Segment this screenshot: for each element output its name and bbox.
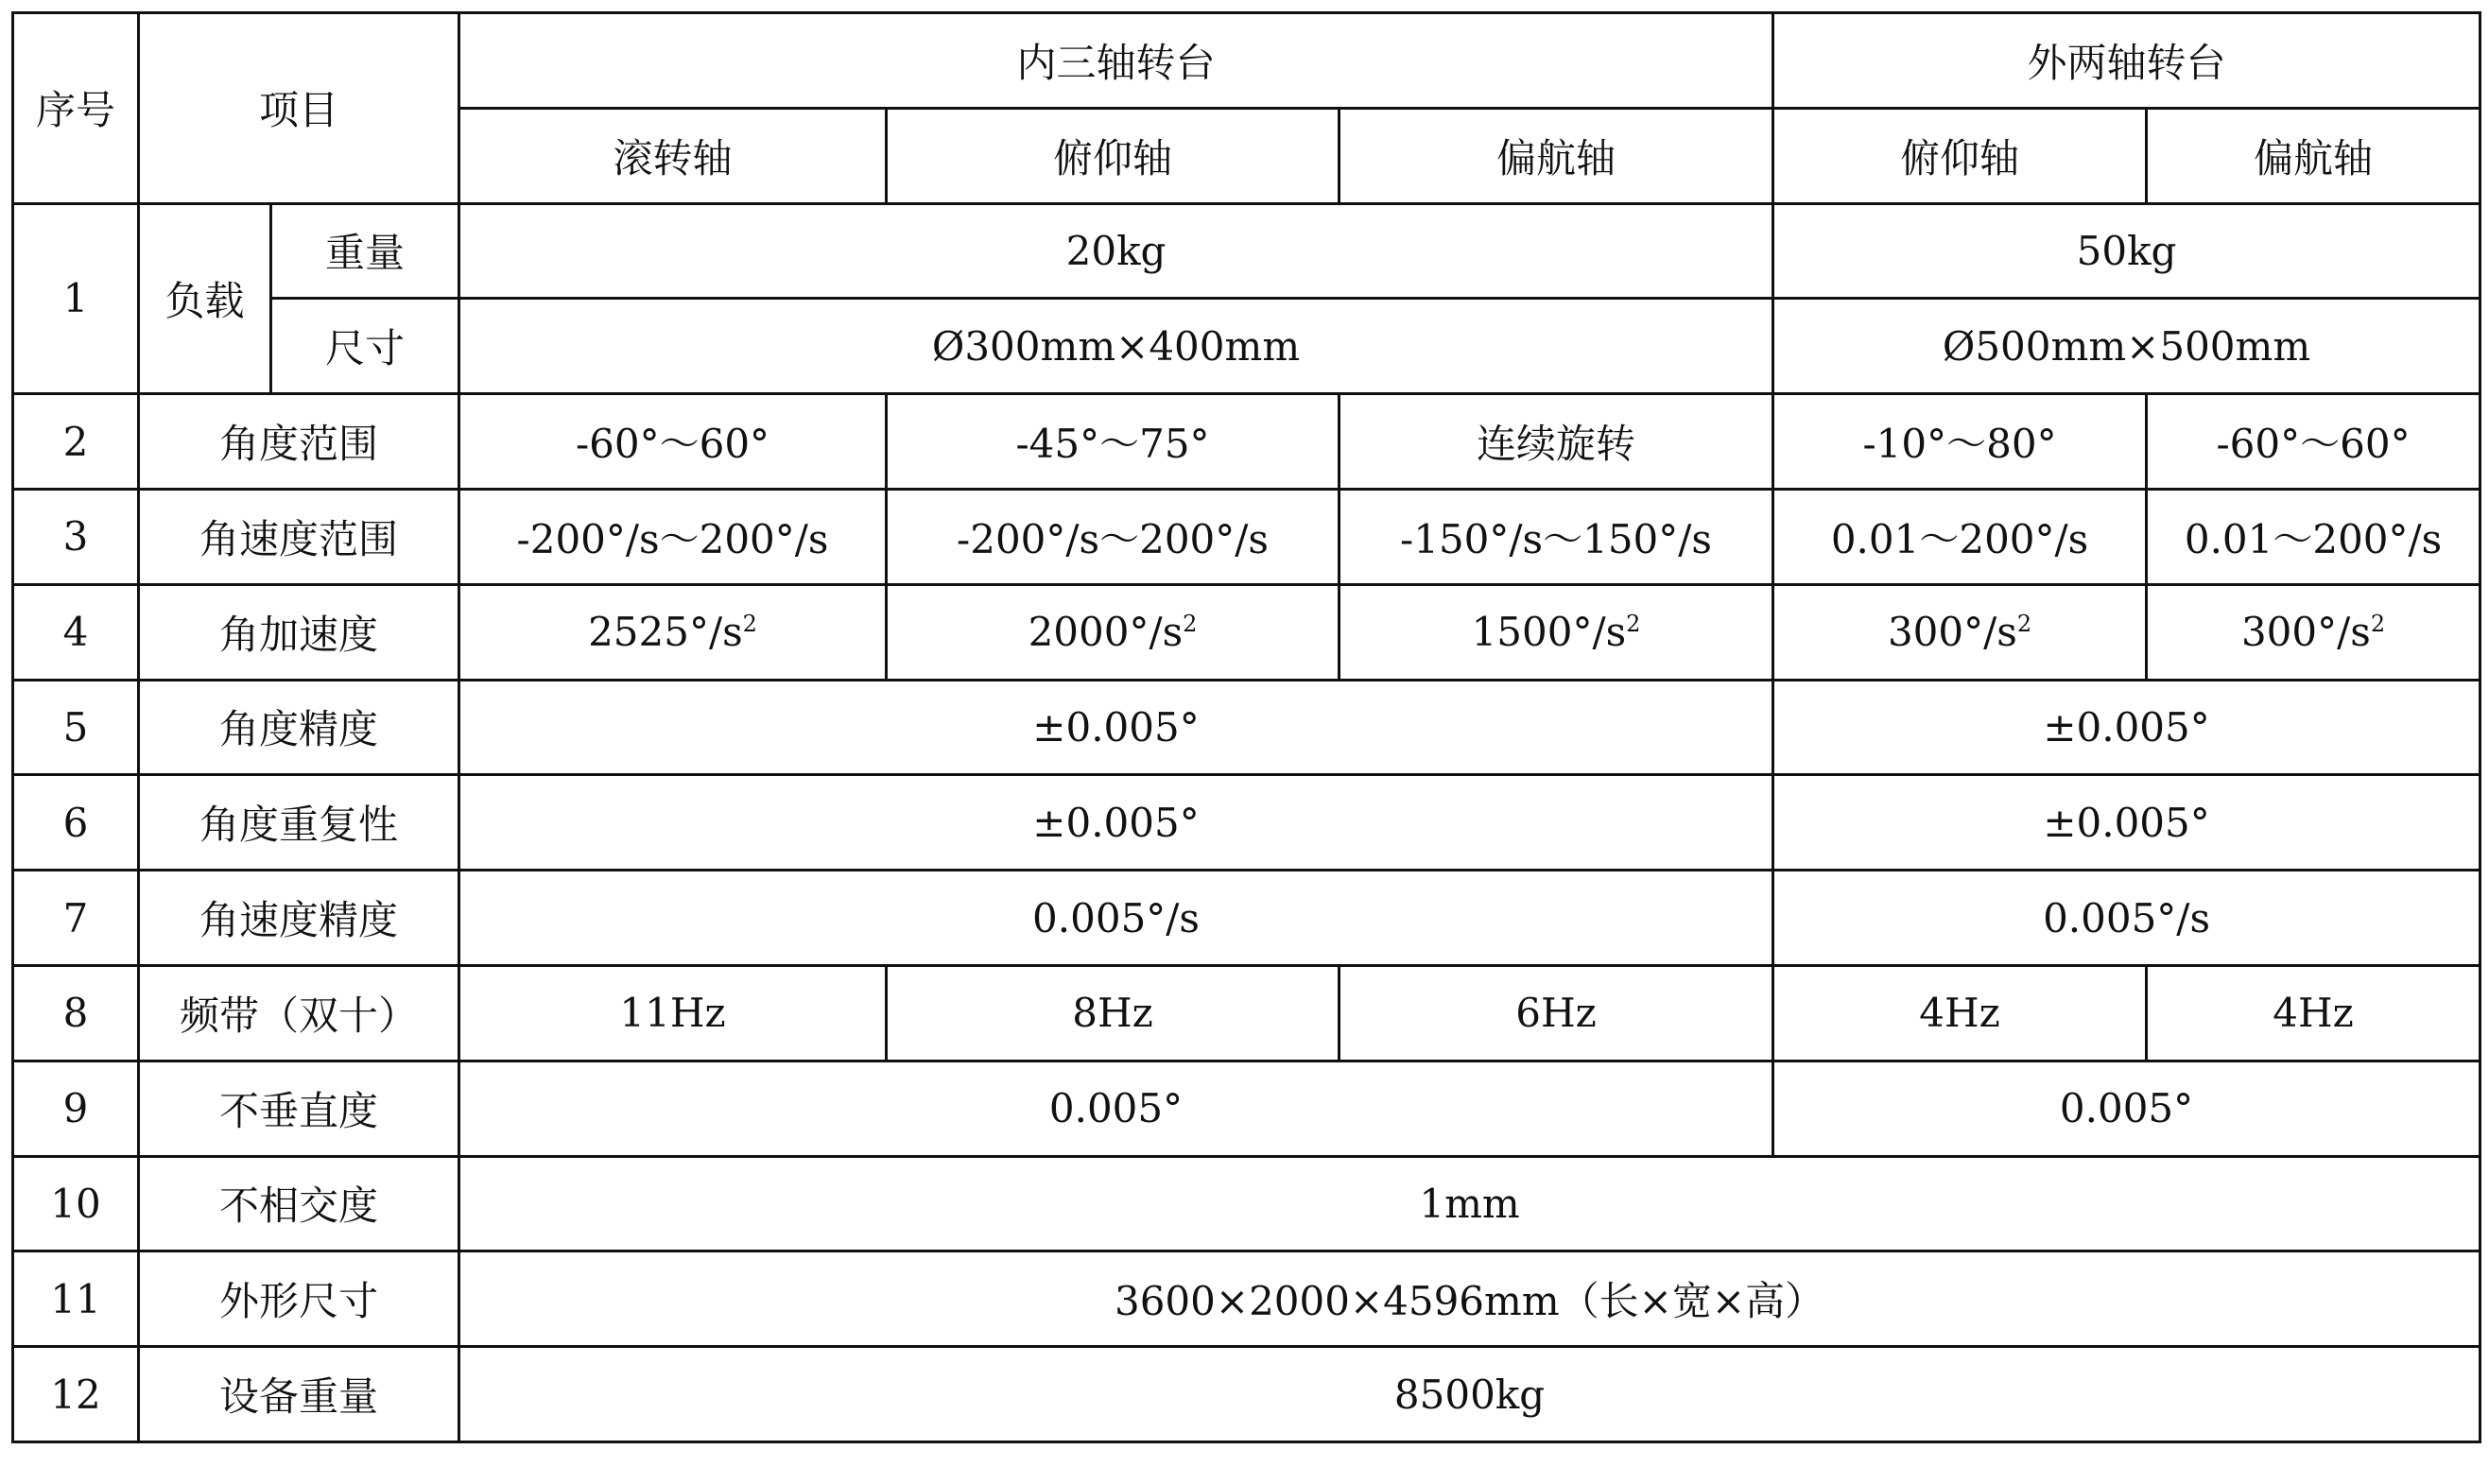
outer-value: Ø500mm×500mm [1773, 299, 2480, 394]
inner-value: 0.005°/s [459, 871, 1773, 966]
header-inner-yaw-axis: 偏航轴 [1340, 108, 1773, 203]
header-row-1 [13, 13, 2480, 109]
value-text: 300°/s [2240, 609, 2371, 656]
header-outer-yaw-axis: 偏航轴 [2147, 108, 2480, 203]
inner-value: ±0.005° [459, 775, 1773, 871]
full-value: 8500kg [459, 1347, 2480, 1442]
outer-value: 0.005° [1773, 1061, 2480, 1156]
row-label: 设备重量 [139, 1347, 459, 1442]
table-row [13, 299, 2480, 394]
outer-pitch-value: -10°～80° [1773, 394, 2147, 490]
exponent: 2 [1626, 611, 1641, 638]
outer-value: ±0.005° [1773, 680, 2480, 775]
row-number: 10 [13, 1156, 139, 1251]
inner-value: ±0.005° [459, 680, 1773, 775]
row-label: 外形尺寸 [139, 1251, 459, 1347]
table-row [13, 489, 2480, 584]
header-roll-axis: 滚转轴 [459, 108, 887, 203]
row-number: 8 [13, 965, 139, 1061]
exponent: 2 [1183, 611, 1198, 638]
row-number: 12 [13, 1347, 139, 1442]
row-number: 9 [13, 1061, 139, 1156]
row-label: 不垂直度 [139, 1061, 459, 1156]
header-inner-turntable: 内三轴转台 [459, 13, 1773, 109]
outer-yaw-value: -60°～60° [2147, 394, 2480, 490]
row-number: 1 [13, 203, 139, 394]
value-text: 2000°/s [1028, 609, 1184, 656]
row-number: 2 [13, 394, 139, 490]
inner-value: 20kg [459, 203, 1773, 299]
row-number: 6 [13, 775, 139, 871]
inner-pitch-value: -45°～75° [887, 394, 1340, 490]
outer-pitch-value: 0.01～200°/s [1773, 489, 2147, 584]
value-text: 1500°/s [1471, 609, 1627, 656]
row-label: 频带（双十） [139, 965, 459, 1061]
table-row [13, 871, 2480, 966]
outer-value: 50kg [1773, 203, 2480, 299]
full-value: 1mm [459, 1156, 2480, 1251]
row-label: 角度范围 [139, 394, 459, 490]
full-value: 3600×2000×4596mm（长×宽×高） [459, 1251, 2480, 1347]
table-row [13, 394, 2480, 490]
outer-yaw-value: 0.01～200°/s [2147, 489, 2480, 584]
inner-yaw-value: 连续旋转 [1340, 394, 1773, 490]
inner-pitch-value: -200°/s～200°/s [887, 489, 1340, 584]
row-label: 角度重复性 [139, 775, 459, 871]
table-row [13, 584, 2480, 680]
row-label: 角加速度 [139, 584, 459, 680]
inner-yaw-value: -150°/s～150°/s [1340, 489, 1773, 584]
value-text: 2525°/s [588, 609, 743, 656]
row-sublabel: 尺寸 [271, 299, 459, 394]
outer-pitch-value [1773, 584, 2147, 680]
roll-value: -200°/s～200°/s [459, 489, 887, 584]
header-inner-pitch-axis: 俯仰轴 [887, 108, 1340, 203]
row-number: 3 [13, 489, 139, 584]
table-row [13, 203, 2480, 299]
outer-yaw-value: 4Hz [2147, 965, 2480, 1061]
row-label: 角度精度 [139, 680, 459, 775]
row-number: 4 [13, 584, 139, 680]
table-row [13, 1156, 2480, 1251]
row-label: 角速度范围 [139, 489, 459, 584]
exponent: 2 [742, 611, 757, 638]
table-row [13, 680, 2480, 775]
table-row [13, 775, 2480, 871]
roll-value: -60°～60° [459, 394, 887, 490]
exponent: 2 [2370, 611, 2386, 638]
inner-pitch-value: 8Hz [887, 965, 1340, 1061]
row-label: 角速度精度 [139, 871, 459, 966]
table-row [13, 965, 2480, 1061]
header-seq: 序号 [13, 13, 139, 204]
row-label: 不相交度 [139, 1156, 459, 1251]
roll-value [459, 584, 887, 680]
spec-table [11, 11, 2481, 1443]
inner-pitch-value [887, 584, 1340, 680]
row-sublabel: 重量 [271, 203, 459, 299]
table-row [13, 1251, 2480, 1347]
header-item: 项目 [139, 13, 459, 204]
row-number: 11 [13, 1251, 139, 1347]
inner-yaw-value: 6Hz [1340, 965, 1773, 1061]
table-row [13, 1347, 2480, 1442]
header-outer-turntable: 外两轴转台 [1773, 13, 2480, 109]
value-text: 300°/s [1887, 609, 2017, 656]
table-row [13, 1061, 2480, 1156]
outer-value: ±0.005° [1773, 775, 2480, 871]
roll-value: 11Hz [459, 965, 887, 1061]
inner-value: Ø300mm×400mm [459, 299, 1773, 394]
header-outer-pitch-axis: 俯仰轴 [1773, 108, 2147, 203]
outer-yaw-value [2147, 584, 2480, 680]
row-number: 5 [13, 680, 139, 775]
outer-value: 0.005°/s [1773, 871, 2480, 966]
inner-value: 0.005° [459, 1061, 1773, 1156]
row-label: 负载 [139, 203, 271, 394]
outer-pitch-value: 4Hz [1773, 965, 2147, 1061]
exponent: 2 [2016, 611, 2032, 638]
inner-yaw-value [1340, 584, 1773, 680]
row-number: 7 [13, 871, 139, 966]
